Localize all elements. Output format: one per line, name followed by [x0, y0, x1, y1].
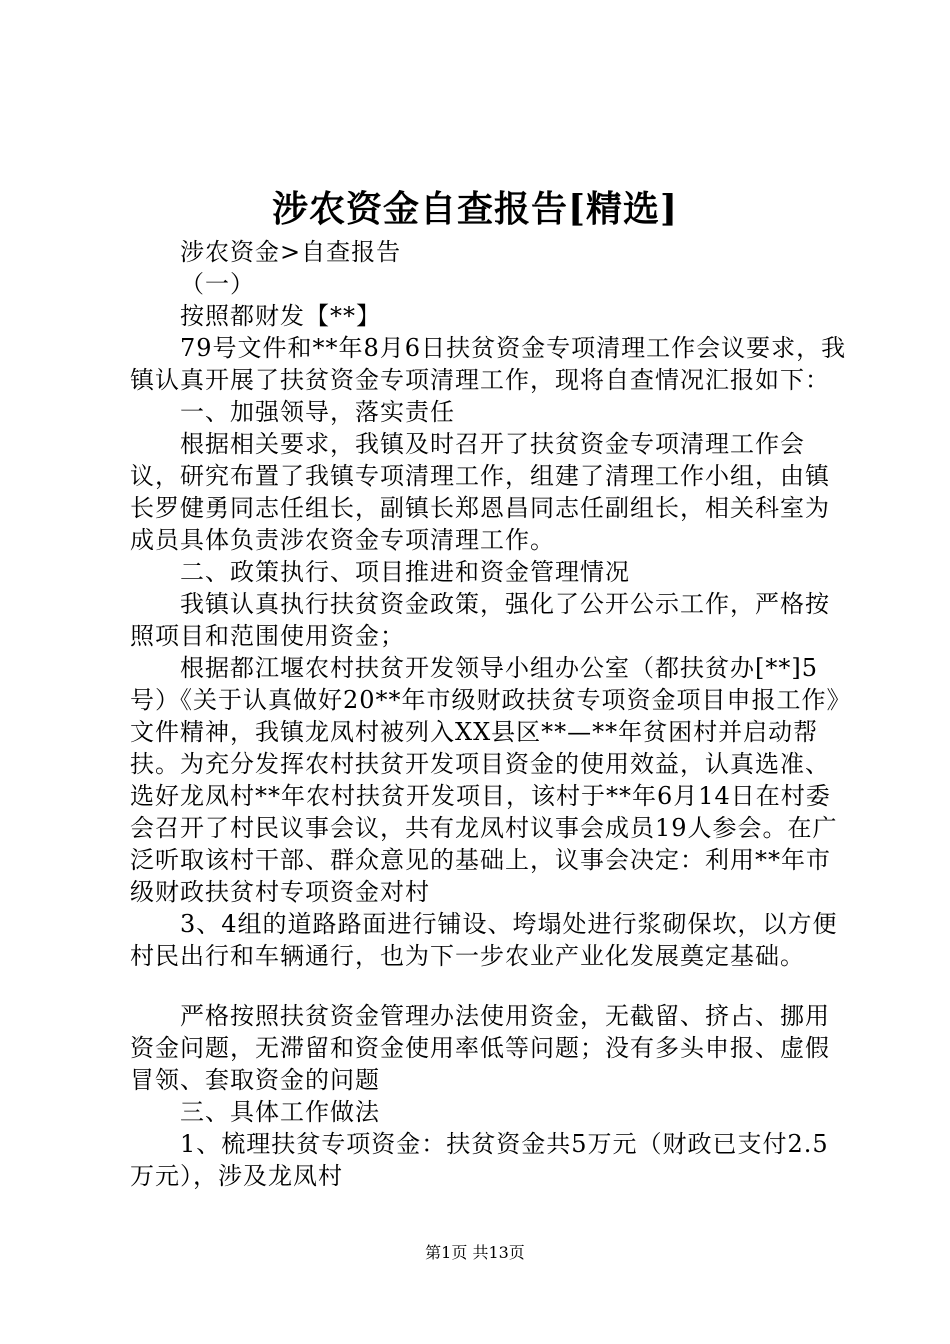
section-heading: 三、具体工作做法: [180, 1098, 380, 1126]
document-body: [130, 236, 850, 1192]
paragraph: （一）: [180, 270, 255, 298]
paragraph: 根据都江堰农村扶贫开发领导小组办公室（都扶贫办[**]5号）《关于认真做好20**年市级财政扶贫专项资金项目申报工作》文件精神，我镇龙凤村被列入XX县区**—**年贫困村并启动帮扶。为充分发挥农村扶贫开发项目资金的使用效益，认真选准、选好龙凤村**年农村扶贫开发项目，该村于**年6月14日在村委会召开了村民议事会议，共有龙凤村议事会成员19人参会。在广泛听取该村干部、群众意见的基础上，议事会决定：利用**年市级财政扶贫村专项资金对村: [130, 654, 840, 906]
paragraph: 1、梳理扶贫专项资金：扶贫资金共5万元（财政已支付2.5万元），涉及龙凤村: [130, 1130, 829, 1190]
document-title: 涉农资金自查报告[精选]: [271, 188, 679, 230]
paragraph: 根据相关要求，我镇及时召开了扶贫资金专项清理工作会议，研究布置了我镇专项清理工作，组建了清理工作小组，由镇长罗健勇同志任组长，副镇长郑恩昌同志任副组长，相关科室为成员具体负责涉农资金专项清理工作。: [130, 430, 830, 554]
paragraph: 严格按照扶贫资金管理办法使用资金，无截留、挤占、挪用资金问题，无滞留和资金使用率低等问题；没有多头申报、虚假冒领、套取资金的问题: [130, 1002, 830, 1094]
paragraph: 我镇认真执行扶贫资金政策，强化了公开公示工作，严格按照项目和范围使用资金；: [130, 590, 830, 650]
page-footer: 第1页 共13页: [425, 1243, 525, 1262]
paragraph: 按照都财发【**】: [180, 302, 381, 330]
paragraph: 3、4组的道路路面进行铺设、垮塌处进行浆砌保坎，以方便村民出行和车辆通行，也为下一步农业产业化发展奠定基础。: [130, 910, 838, 970]
paragraph: 涉农资金>自查报告: [180, 238, 402, 266]
section-heading: 二、政策执行、项目推进和资金管理情况: [180, 558, 630, 586]
paragraph: 79号文件和**年8月6日扶贫资金专项清理工作会议要求，我镇认真开展了扶贫资金专项清理工作，现将自查情况汇报如下：: [130, 334, 847, 394]
section-heading: 一、加强领导，落实责任: [180, 398, 455, 426]
